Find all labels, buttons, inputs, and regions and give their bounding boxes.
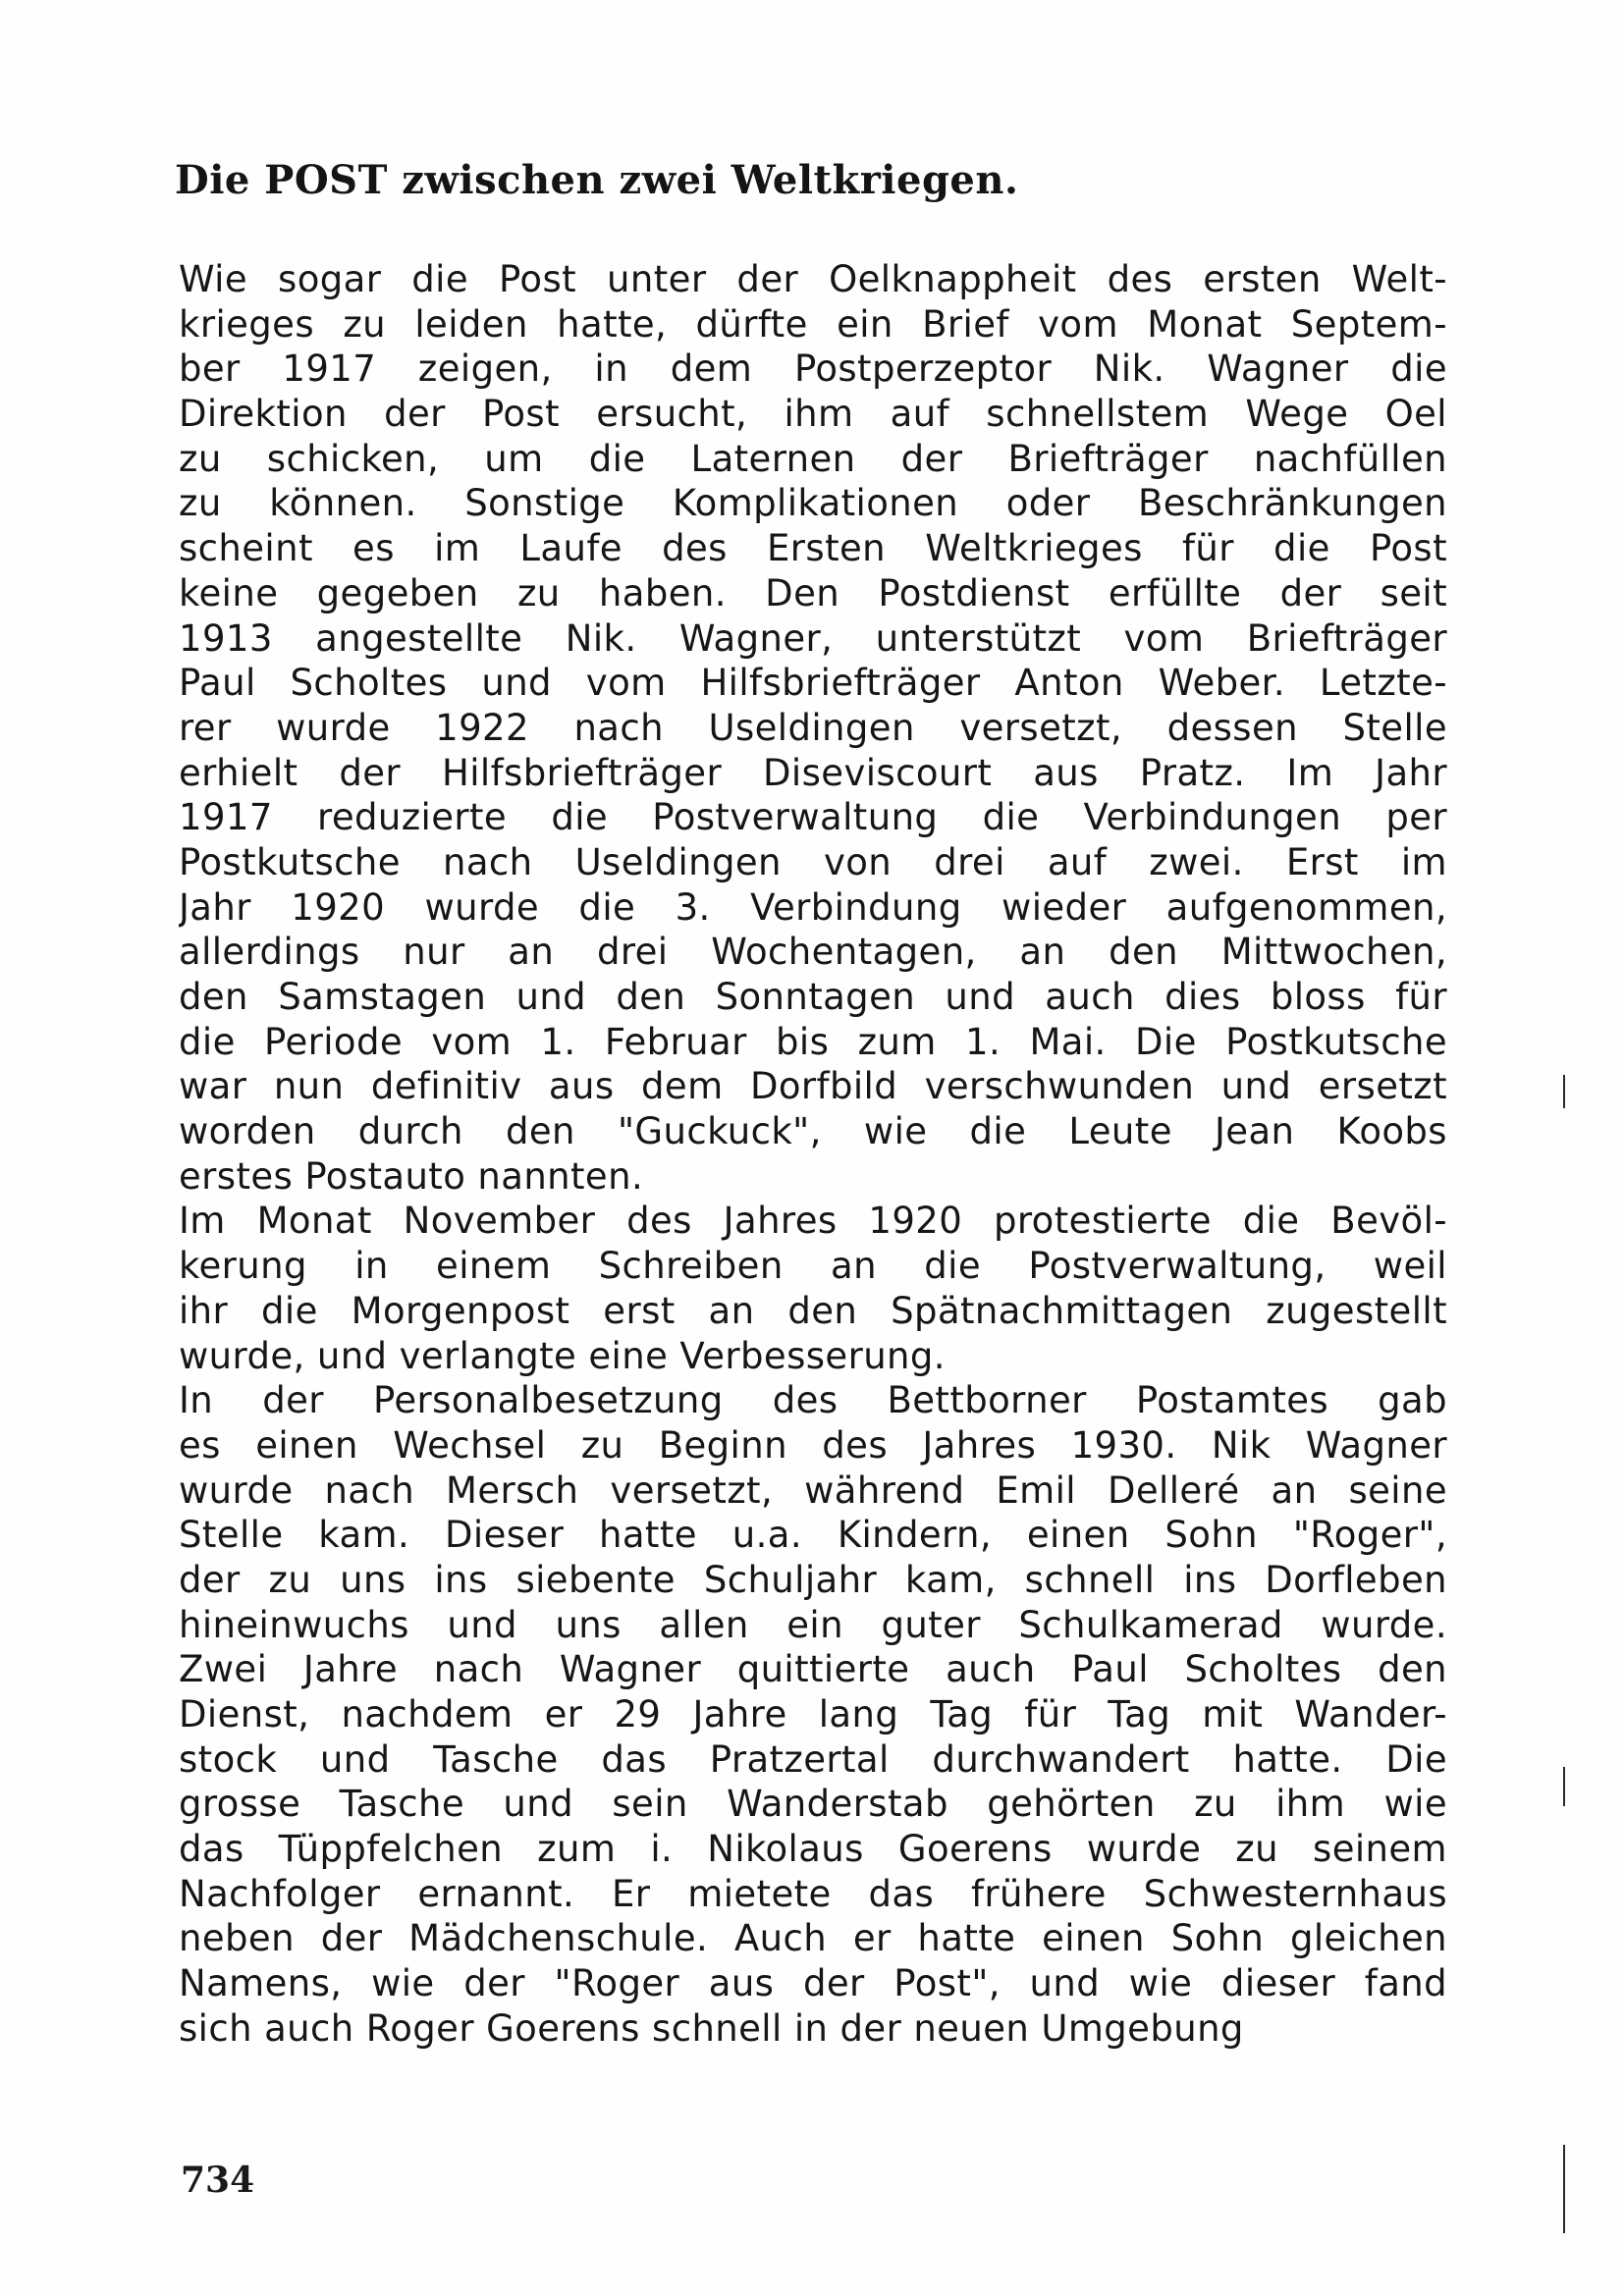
text-line: worden durch den "Guckuck", wie die Leute Jean Koobs: [179, 1110, 1447, 1153]
text-line: In der Personalbesetzung des Bettborner Postamtes gab: [179, 1379, 1447, 1422]
text-line: allerdings nur an drei Wochentagen, an den Mittwochen,: [179, 931, 1447, 974]
scan-edge-mark: [1563, 2145, 1565, 2233]
section-heading: Die POST zwischen zwei Weltkriegen.: [175, 157, 1019, 203]
text-line: 1913 angestellte Nik. Wagner, unterstützt vom Briefträger: [179, 616, 1447, 660]
text-line: Wie sogar die Post unter der Oelknappheit des ersten Welt-: [179, 258, 1447, 300]
text-line: Dienst, nachdem er 29 Jahre lang Tag für Tag mit Wander-: [179, 1693, 1447, 1735]
body-text: [179, 257, 1447, 2052]
text-line: Stelle kam. Dieser hatte u.a. Kindern, einen Sohn "Roger",: [179, 1514, 1447, 1557]
text-line: Zwei Jahre nach Wagner quittierte auch Paul Scholtes den: [179, 1648, 1447, 1691]
text-line: kerung in einem Schreiben an die Postverwaltung, weil: [179, 1245, 1447, 1288]
text-line: Direktion der Post ersucht, ihm auf schnellstem Wege Oel: [179, 393, 1447, 436]
text-line: wurde nach Mersch versetzt, während Emil Delleré an seine: [179, 1468, 1447, 1512]
text-line: das Tüppfelchen zum i. Nikolaus Goerens wurde zu seinem: [179, 1828, 1447, 1871]
text-line: keine gegeben zu haben. Den Postdienst erfüllte der seit: [179, 571, 1447, 614]
text-line: den Samstagen und den Sonntagen und auch dies bloss für: [179, 976, 1447, 1018]
text-line: rer wurde 1922 nach Useldingen versetzt, dessen Stelle: [179, 706, 1447, 749]
scan-edge-mark: [1563, 1767, 1565, 1806]
text-line: Postkutsche nach Useldingen von drei auf zwei. Erst im: [179, 840, 1447, 883]
text-line: Namens, wie der "Roger aus der Post", und wie dieser fand: [179, 1962, 1447, 2005]
text-line: Paul Scholtes und vom Hilfsbriefträger Anton Weber. Letzte-: [179, 662, 1447, 705]
text-line: scheint es im Laufe des Ersten Weltkrieges für die Post: [179, 527, 1447, 570]
text-line: erstes Postauto nannten.: [179, 1154, 644, 1198]
text-line: grosse Tasche und sein Wanderstab gehörten zu ihm wie: [179, 1783, 1447, 1826]
text-line: ihr die Morgenpost erst an den Spätnachmittagen zugestellt: [179, 1289, 1447, 1332]
text-line: sich auch Roger Goerens schnell in der neuen Umgebung: [179, 2006, 1244, 2050]
text-line: war nun definitiv aus dem Dorfbild verschwunden und ersetzt: [179, 1065, 1447, 1108]
text-line: wurde, und verlangte eine Verbesserung.: [179, 1334, 946, 1377]
text-line: neben der Mädchenschule. Auch er hatte einen Sohn gleichen: [179, 1917, 1447, 1960]
text-line: stock und Tasche das Pratzertal durchwandert hatte. Die: [179, 1737, 1447, 1781]
text-line: Im Monat November des Jahres 1920 protestierte die Bevöl-: [179, 1200, 1447, 1243]
text-line: Jahr 1920 wurde die 3. Verbindung wieder aufgenommen,: [179, 885, 1447, 929]
text-line: hineinwuchs und uns allen ein guter Schulkamerad wurde.: [179, 1603, 1447, 1646]
text-line: zu können. Sonstige Komplikationen oder Beschränkungen: [179, 482, 1447, 525]
text-line: die Periode vom 1. Februar bis zum 1. Mai. Die Postkutsche: [179, 1020, 1447, 1063]
text-line: erhielt der Hilfsbriefträger Diseviscourt aus Pratz. Im Jahr: [179, 751, 1447, 794]
text-line: krieges zu leiden hatte, dürfte ein Brief vom Monat Septem-: [179, 302, 1447, 346]
text-line: Nachfolger ernannt. Er mietete das frühere Schwesternhaus: [179, 1872, 1447, 1915]
scan-edge-mark: [1563, 1075, 1565, 1108]
text-line: 1917 reduzierte die Postverwaltung die Verbindungen per: [179, 796, 1447, 839]
text-line: der zu uns ins siebente Schuljahr kam, schnell ins Dorfleben: [179, 1558, 1447, 1601]
text-line: ber 1917 zeigen, in dem Postperzeptor Nik. Wagner die: [179, 347, 1447, 391]
page-number: 734: [181, 2160, 255, 2201]
text-line: zu schicken, um die Laternen der Briefträger nachfüllen: [179, 437, 1447, 480]
text-line: es einen Wechsel zu Beginn des Jahres 1930. Nik Wagner: [179, 1423, 1447, 1467]
